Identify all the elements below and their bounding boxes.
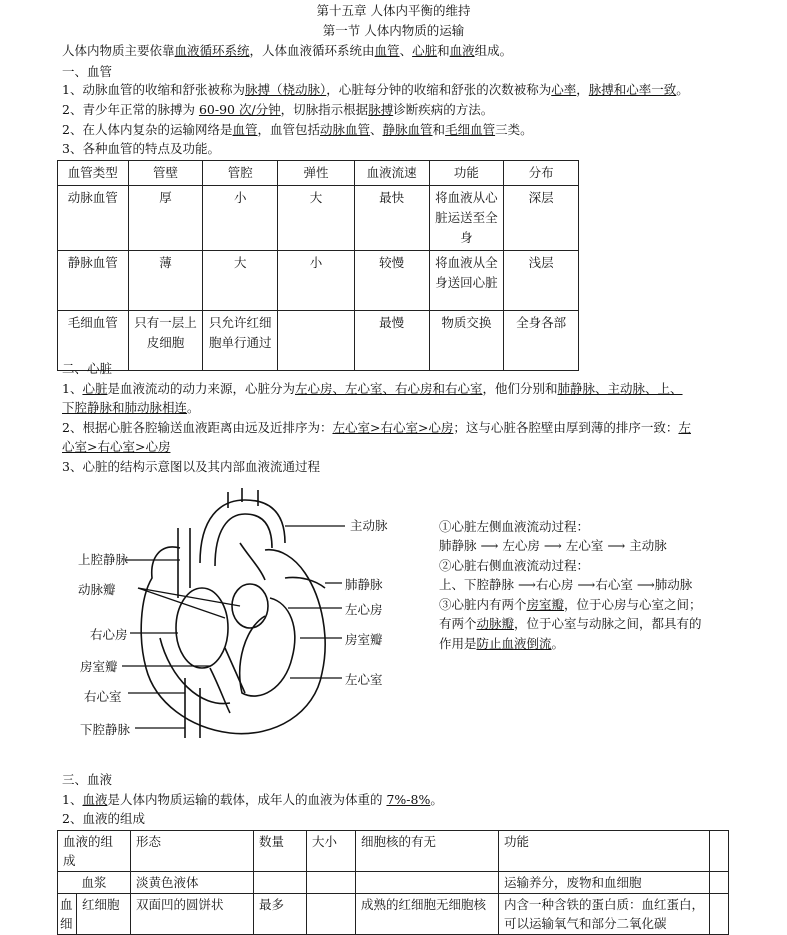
process-left-title: ①心脏左侧血液流动过程： (439, 519, 590, 534)
blood-p1: 1、血液是人体内物质运输的载体，成年人的血液为体重的 7%-8%。 (62, 792, 443, 807)
table-cell (278, 311, 355, 371)
lv-label: 左心室 (345, 672, 383, 687)
vessels-heading: 一、血管 (62, 64, 113, 79)
table-cell: 将血液从全身送回心脏 (429, 251, 504, 311)
table-header-cell: 管壁 (128, 161, 203, 186)
table-header-cell: 血液的组成 (58, 831, 131, 872)
ivc-label: 下腔静脉 (80, 722, 131, 737)
table-cell: 只允许红细胞单行通过 (203, 311, 278, 371)
table-cell: 动脉血管 (58, 186, 129, 251)
heart-p2b: 心室>右心室>心房 (62, 439, 171, 454)
heart-p1b: 下腔静脉和肺动脉相连。 (62, 400, 200, 415)
arrow-right-icon: ⟶ (636, 577, 655, 592)
pv-label: 肺静脉 (345, 577, 383, 592)
table-header-cell: 数量 (254, 831, 307, 872)
table-row (58, 311, 579, 371)
table-cell: 血细 (58, 894, 77, 935)
table-cell (356, 872, 499, 894)
table-header-cell: 功能 (499, 831, 710, 872)
valve-leader-b (138, 588, 240, 606)
table-cell: 小 (278, 251, 355, 311)
table-cell: 较慢 (354, 251, 429, 311)
table-header-cell: 细胞核的有无 (356, 831, 499, 872)
blood-heading: 三、血液 (62, 772, 113, 787)
table-row (58, 186, 579, 251)
table-cell: 薄 (128, 251, 203, 311)
table-header-row (58, 831, 729, 872)
table-cell: 淡黄色液体 (131, 872, 254, 894)
table-cell: 物质交换 (429, 311, 504, 371)
arrow-right-icon: ⟶ (577, 577, 596, 592)
process-right-title: ②心脏右侧血液流动过程： (439, 558, 590, 573)
table-cell: 全身各部 (504, 311, 579, 371)
table-cell: 静脉血管 (58, 251, 129, 311)
rv-label: 右心室 (84, 689, 122, 704)
table-cell (710, 894, 729, 935)
table-row (58, 894, 729, 935)
table-cell: 成熟的红细胞无细胞核 (356, 894, 499, 935)
vessels-p2: 2、青少年正常的脉搏为 60-90 次/分钟，切脉指示根据脉搏诊断疾病的方法。 (62, 102, 494, 117)
table-cell (710, 872, 729, 894)
arrow-right-icon: ⟶ (543, 538, 562, 553)
table-cell: 双面凹的圆饼状 (131, 894, 254, 935)
blood-table (57, 830, 729, 935)
vessel-table (57, 160, 579, 371)
table-cell: 运输养分，废物和血细胞 (499, 872, 710, 894)
arrow-right-icon: ⟶ (518, 577, 536, 592)
table-cell: 大 (203, 251, 278, 311)
chapter-title: 第十五章 人体内平衡的维持 (316, 3, 471, 18)
av-valve-left-label: 房室瓣 (345, 632, 383, 647)
table-header-cell: 形态 (131, 831, 254, 872)
table-cell (710, 831, 729, 872)
table-header-cell: 血管类型 (58, 161, 129, 186)
table-cell: 最快 (354, 186, 429, 251)
table-header-cell: 功能 (429, 161, 504, 186)
table-cell: 只有一层上皮细胞 (128, 311, 203, 371)
table-cell: 深层 (504, 186, 579, 251)
process-note-3: 作用是防止血液倒流。 (439, 636, 565, 651)
table-row (58, 251, 579, 311)
arrow-right-icon: ⟶ (607, 538, 626, 553)
table-cell: 大 (278, 186, 355, 251)
process-note-1: ③心脏内有两个房室瓣，位于心房与心室之间； (439, 597, 702, 612)
table-cell (307, 872, 356, 894)
arrow-right-icon: ⟶ (480, 538, 499, 553)
table-cell: 厚 (128, 186, 203, 251)
table-cell: 最慢 (354, 311, 429, 371)
table-cell: 小 (203, 186, 278, 251)
process-note-2: 有两个动脉瓣，位于心室与动脉之间，都具有的 (439, 616, 702, 631)
vessels-p4: 3、各种血管的特点及功能。 (62, 141, 220, 156)
aorta-label: 主动脉 (350, 518, 388, 533)
table-cell: 红细胞 (77, 894, 131, 935)
table-header-row (58, 161, 579, 186)
table-header-cell: 血液流速 (354, 161, 429, 186)
table-cell: 内含一种含铁的蛋白质：血红蛋白，可以运输氧气和部分二氧化碳 (499, 894, 710, 935)
table-header-cell: 管腔 (203, 161, 278, 186)
ra-label: 右心房 (90, 627, 128, 642)
table-cell: 血浆 (58, 872, 131, 894)
table-cell (307, 894, 356, 935)
valve-label: 动脉瓣 (78, 582, 116, 597)
heart-heading: 二、心脏 (62, 361, 113, 376)
intro-paragraph: 人体内物质主要依靠血液循环系统，人体血液循环系统由血管、心脏和血液组成。 (62, 43, 513, 58)
blood-p2: 2、血液的组成 (62, 811, 145, 826)
table-header-cell: 弹性 (278, 161, 355, 186)
la-label: 左心房 (345, 602, 383, 617)
table-cell: 浅层 (504, 251, 579, 311)
valve-leader-a (138, 588, 225, 618)
vessels-p3: 2、在人体内复杂的运输网络是血管，血管包括动脉血管、静脉血管和毛细血管三类。 (62, 122, 533, 137)
av-valve-right-label: 房室瓣 (80, 659, 118, 674)
process-left-chain: 肺静脉 ⟶ 左心房 ⟶ 左心室 ⟶ 主动脉 (439, 538, 667, 553)
table-row (58, 872, 729, 894)
table-header-cell: 分布 (504, 161, 579, 186)
heart-p3: 3、心脏的结构示意图以及其内部血液流通过程 (62, 459, 320, 474)
table-cell: 最多 (254, 894, 307, 935)
vessels-p1: 1、动脉血管的收缩和舒张被称为脉搏（桡动脉），心脏每分钟的收缩和舒张的次数被称为心率，脉搏和心率一致。 (62, 82, 689, 97)
process-right-chain: 上、下腔静脉 ⟶右心房 ⟶右心室 ⟶肺动脉 (439, 577, 693, 592)
table-cell: 毛细血管 (58, 311, 129, 371)
table-header-cell: 大小 (307, 831, 356, 872)
svc-label: 上腔静脉 (78, 552, 129, 567)
section-title: 第一节 人体内物质的运输 (322, 23, 465, 38)
heart-p1a: 1、心脏是血液流动的动力来源，心脏分为左心房、左心室、右心房和右心室，他们分别和肺静脉、主动脉、上、 (62, 381, 683, 396)
heart-p2a: 2、根据心脏各腔输送血液距离由远及近排序为：左心室>右心室>心房；这与心脏各腔壁由厚到薄的排序一致：左 (62, 420, 691, 435)
table-cell (254, 872, 307, 894)
table-cell: 将血液从心脏运送至全身 (429, 186, 504, 251)
